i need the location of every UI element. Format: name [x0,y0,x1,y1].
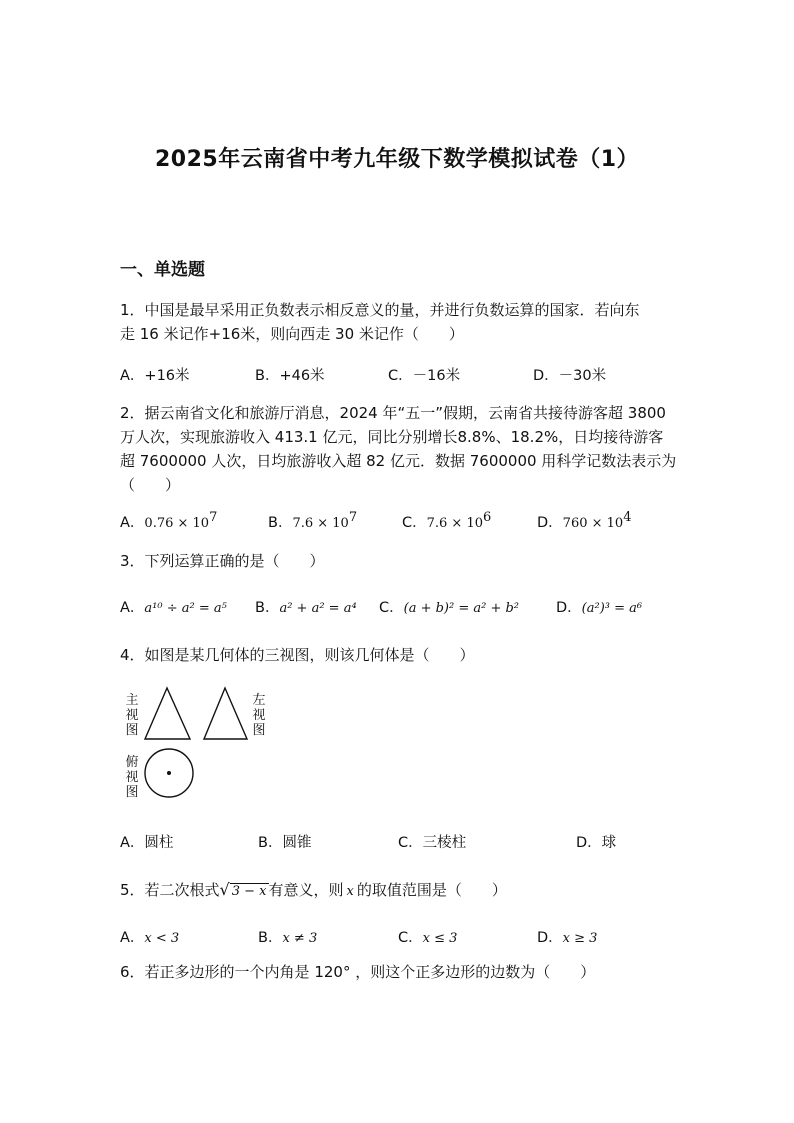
option-letter: D． [556,600,582,616]
front-view-label: 主视图 [125,693,139,738]
question-3-option-a[interactable] [120,596,227,617]
question-5-prefix: 5．若二次根式 [120,881,220,899]
option-base: 7.6 × 10 [426,515,483,531]
question-1-line-2: 走 16 米记作+16米，则向西走 30 米记作（ ） [120,325,464,343]
question-2-option-a[interactable] [120,510,217,532]
question-5-option-d[interactable] [537,926,597,947]
option-exponent: 7 [209,510,218,525]
question-3-option-b[interactable] [255,596,357,617]
option-letter: C． [379,600,404,616]
question-4-option-c[interactable]: C．三棱柱 [398,835,467,851]
question-4-option-a[interactable]: A．圆柱 [120,835,174,851]
question-5-option-c[interactable] [398,926,457,947]
option-expression: a² + a² = a⁴ [279,601,357,616]
section-heading: 一、单选题 [120,260,205,280]
question-5-middle: 有意义，则 [268,881,344,899]
option-letter: A． [120,600,145,616]
question-5-suffix: 的取值范围是（ ） [356,881,507,899]
option-letter: A． [120,930,145,946]
top-view-center-dot [167,771,171,775]
option-expression: x ≤ 3 [422,931,458,946]
question-2-line-2: 万人次，实现旅游收入 413.1 亿元，同比分别增长8.8%、18.2%，日均接待游客 [120,428,664,446]
option-letter: D． [537,514,563,531]
question-4-option-b[interactable]: B．圆锥 [258,835,312,851]
option-base: 7.6 × 10 [292,515,349,531]
question-2-option-d[interactable] [537,510,631,532]
page-title: 2025年云南省中考九年级下数学模拟试卷（1） [154,147,640,172]
top-view-label: 俯视图 [125,755,139,800]
front-view-triangle [145,688,190,739]
option-letter: B． [268,514,293,531]
three-view-drawing [140,686,252,806]
option-letter: B． [258,930,283,946]
option-expression: x < 3 [144,931,180,946]
question-5-radicand: 3 − x [231,884,267,899]
question-5-option-a[interactable] [120,926,179,947]
question-1-option-b[interactable]: B．+46米 [255,368,325,384]
option-exponent: 6 [483,510,492,525]
question-3-option-c[interactable] [379,596,519,617]
question-1-option-a[interactable]: A．+16米 [120,368,190,384]
question-2-option-b[interactable] [268,510,357,532]
option-letter: B． [255,600,280,616]
left-view-triangle [204,688,247,739]
question-2-line-4: （ ） [120,476,181,494]
option-expression: (a + b)² = a² + b² [403,601,520,616]
radical-sign-icon: √ [219,880,230,899]
question-5-option-b[interactable] [258,926,317,947]
question-2-line-3: 超 7600000 人次，日均旅游收入超 82 亿元．数据 7600000 用科学记数法表示为 [120,452,677,470]
option-expression: a¹⁰ ÷ a² = a⁵ [144,601,227,616]
question-5-variable: x [346,884,354,899]
question-1-line-1: 1．中国是最早采用正负数表示相反意义的量，并进行负数运算的国家．若向东 [120,301,640,319]
question-2-line-1: 2．据云南省文化和旅游厅消息，2024 年“五一”假期，云南省共接待游客超 3800 [120,404,666,422]
question-4-option-d[interactable]: D．球 [576,835,617,851]
question-1-option-c[interactable]: C．－16米 [388,368,461,384]
option-base: 760 × 10 [562,515,624,531]
left-view-label: 左视图 [252,693,266,738]
option-letter: C． [398,930,423,946]
question-6-stem: 6．若正多边形的一个内角是 120° ，则这个正多边形的边数为（ ） [120,963,596,981]
question-5-stem [120,878,507,904]
option-expression: (a²)³ = a⁶ [581,601,643,616]
question-4-stem: 4．如图是某几何体的三视图，则该几何体是（ ） [120,646,475,664]
option-letter: D． [537,930,563,946]
question-2-option-c[interactable] [402,510,491,532]
option-expression: x ≠ 3 [282,931,318,946]
option-base: 0.76 × 10 [144,515,210,531]
question-1-option-d[interactable]: D．－30米 [533,368,607,384]
question-3-stem: 3．下列运算正确的是（ ） [120,552,325,570]
question-3-option-d[interactable] [556,596,642,617]
option-letter: C． [402,514,427,531]
option-letter: A． [120,514,145,531]
option-exponent: 4 [623,510,632,525]
option-expression: x ≥ 3 [562,931,598,946]
option-exponent: 7 [348,510,358,525]
